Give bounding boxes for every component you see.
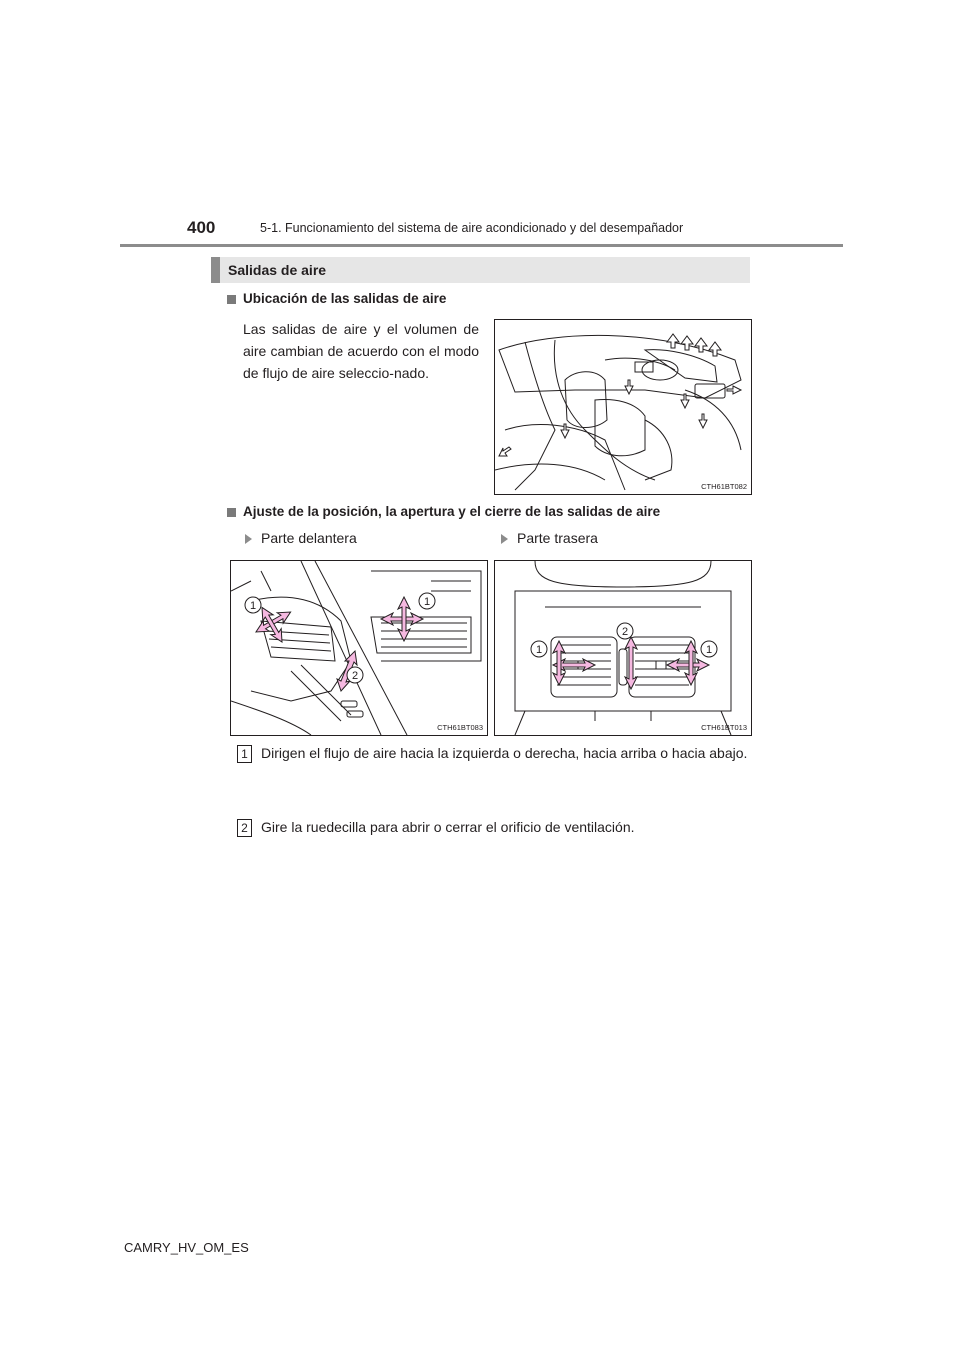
square-bullet-icon — [227, 295, 236, 304]
header-rule — [120, 244, 843, 247]
front-vents-figure — [230, 560, 488, 736]
section-bar-accent — [211, 257, 220, 283]
cabin-illustration — [495, 320, 751, 494]
note-number-box: 1 — [237, 745, 252, 763]
location-heading: Ubicación de las salidas de aire — [243, 291, 447, 306]
front-label: Parte delantera — [261, 530, 357, 546]
rear-vents-figure — [494, 560, 752, 736]
square-bullet-icon — [227, 508, 236, 517]
footer-code: CAMRY_HV_OM_ES — [124, 1240, 249, 1255]
rear-label: Parte trasera — [517, 530, 598, 546]
figure-code: CTH61BT083 — [437, 723, 483, 732]
callout-1: 1 — [423, 596, 431, 608]
note-text: Dirigen el flujo de aire hacia la izquierda o derecha, hacia arriba o hacia abajo. — [261, 745, 748, 761]
running-header: 5-1. Funcionamiento del sistema de aire acondicionado y del desempañador — [260, 221, 684, 235]
rear-vents-illustration — [495, 561, 751, 735]
cabin-vents-figure — [494, 319, 752, 495]
page-number: 400 — [187, 218, 216, 237]
note-number-box: 2 — [237, 819, 252, 837]
callout-1: 1 — [249, 600, 257, 612]
figure-code: CTH61BT082 — [701, 482, 747, 491]
triangle-bullet-icon — [501, 534, 508, 544]
note-text: Gire la ruedecilla para abrir o cerrar el orificio de ventilación. — [261, 819, 635, 835]
section-title: Salidas de aire — [228, 262, 327, 278]
adjust-heading: Ajuste de la posición, la apertura y el cierre de las salidas de aire — [243, 504, 661, 519]
triangle-bullet-icon — [245, 534, 252, 544]
callout-2: 2 — [351, 670, 359, 682]
figure-code: CTH61BT013 — [701, 723, 747, 732]
callout-2: 2 — [621, 626, 629, 638]
callout-1: 1 — [705, 644, 713, 656]
location-paragraph: Las salidas de aire y el volumen de aire cambian de acuerdo con el modo de flujo de aire seleccio-nado. — [243, 321, 479, 381]
front-vents-illustration — [231, 561, 487, 735]
callout-1: 1 — [535, 644, 543, 656]
